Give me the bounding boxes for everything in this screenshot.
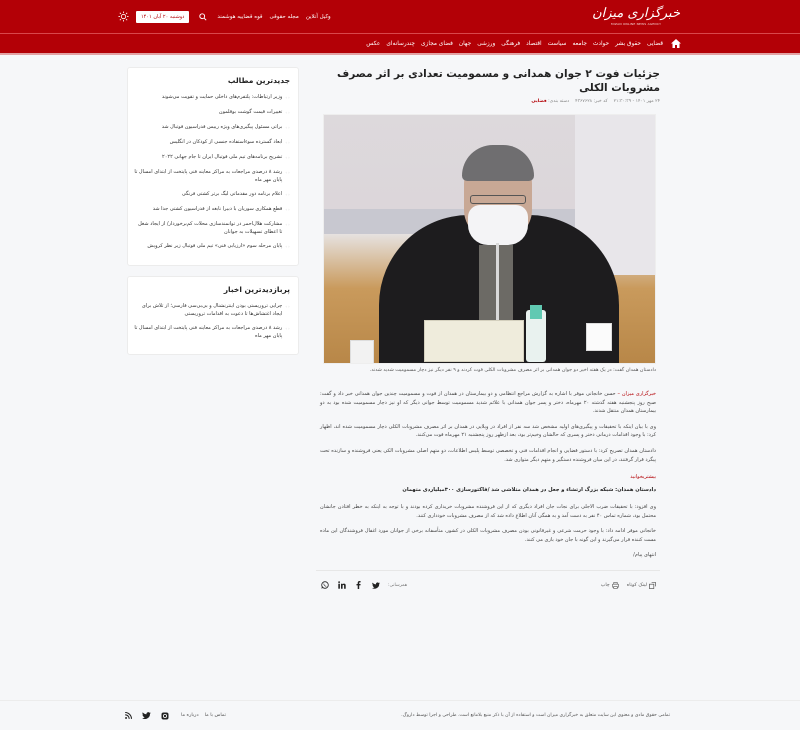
home-icon[interactable] — [670, 38, 682, 50]
latest-news-item[interactable]: ◦◦ ابعاد گسترده سوءاستفاده جنسی از کودکان در انگلیس — [169, 139, 290, 145]
latest-news-item[interactable]: ◦◦ قطع همکاری سوریان با دبیرا نابغه از فدراسیون کشتی جدا شد — [152, 206, 290, 212]
link-icon — [649, 582, 656, 589]
share-bar — [316, 570, 660, 590]
popular-news-item[interactable]: ◦◦ رشد ۸ درصدی مراجعات به مراکز معاینه فنی پایتخت از ابتدای امسال تا پایان مهر ماه — [134, 325, 290, 339]
article-paragraph: وی با بیان اینکه با تحقیقات و پیگیری‌های اولیه مشخص شد سه نفر از افراد در ویلایی در همدان بر اثر مصرف مشروبات الکلی دچار مسمومیت شده اند، اظهار کرد: با وجود اقدامات درمانی دختر و پسری که حالشان وخیم‌تر بود، بعد ازظهر روز پنجشنبه ۲۱ مهرماه فوت می‌کنند. — [320, 423, 656, 439]
footer-links — [181, 713, 226, 718]
bullet-icon: ◦◦ — [285, 192, 290, 197]
article-title: جزئیات فوت ۲ جوان همدانی و مسمومیت تعدادی بر اثر مصرف مشروبات الکلی — [337, 68, 660, 94]
instagram-icon[interactable] — [160, 711, 169, 720]
copyright-text: تمامی حقوق مادی و معنوی این سایت متعلق به خبرگزاری میزان است و استفاده از آن با ذکر منبع بلامانع است. طراحی و اجرا توسط داروگ. — [401, 713, 670, 718]
nav-item-society[interactable]: جامعه — [572, 40, 587, 47]
bullet-icon: ◦◦ — [285, 155, 290, 160]
twitter-icon[interactable] — [371, 581, 380, 590]
bullet-icon: ◦◦ — [285, 244, 290, 249]
bullet-icon: ◦◦ — [285, 125, 290, 130]
nav-item-economy[interactable]: اقتصاد — [526, 40, 542, 47]
search-icon[interactable] — [198, 12, 208, 22]
bullet-icon: ◦◦ — [285, 110, 290, 115]
logo-text: خبرگزاری میزان — [592, 6, 680, 21]
social-share — [320, 581, 407, 590]
top-bar — [0, 0, 800, 33]
nav-item-world[interactable]: جهان — [458, 40, 472, 47]
category-link[interactable]: قضایی — [531, 99, 547, 104]
read-more-link[interactable]: دادستان همدان: شبکه بزرگ ارتشاء و جعل در همدان متلاشی شد /فاکتورسازی ۳۰۰میلیاردی متهمان — [402, 487, 656, 494]
latest-news-item[interactable]: ◦◦ تغییرات قیمت گوشت بوقلمون — [218, 109, 290, 115]
popular-news-item[interactable]: ◦◦ چرایی تروریستی بودن اینترنشنال و بی‌بی‌سی فارسی؛ از تلاش برای ایجاد اغتشاش‌ها تا دعوت به اقدامات تروریستی — [141, 303, 290, 317]
top-link-online-lawyer[interactable]: وکیل آنلاین — [305, 13, 331, 20]
latest-news-item[interactable]: ◦◦ مشارکت هلال‌احمر در توانمندسازی محلات کم‌برخوردار/ از ایجاد شغل تا اعطای تسهیلات به جوانان — [138, 221, 290, 235]
bullet-icon: ◦◦ — [285, 95, 290, 100]
top-link-legal-magazine[interactable]: مجله حقوقی — [269, 13, 299, 20]
site-logo[interactable] — [592, 7, 680, 26]
about-us-link[interactable]: درباره ما — [181, 713, 199, 718]
contact-us-link[interactable]: تماس با ما — [204, 713, 226, 718]
latest-news-item[interactable]: ◦◦ اعلام برنامه دور مقدماتی لیگ برتر کشتی فرنگی — [181, 191, 290, 197]
image-caption: دادستان همدان گفت: در یک هفته اخیر دو جوان همدانی بر اثر مصرف مشروبات الکلی فوت کردند و ۹ نفر دیگر نیز دچار مسمومیت شدید شدند. — [369, 368, 656, 373]
end-message: انتهای پیام/ — [633, 551, 656, 558]
date-display: دوشنبه ۲۰ آبان ۱۴۰۱ — [136, 11, 189, 23]
top-links — [118, 11, 331, 23]
nav-item-incidents[interactable]: حوادث — [592, 40, 610, 47]
bullet-icon: ◦◦ — [285, 140, 290, 145]
article-actions — [601, 582, 656, 589]
nav-item-cyberspace[interactable]: فضای مجازی — [421, 40, 453, 47]
printer-icon — [612, 582, 619, 589]
site-footer — [0, 700, 800, 730]
latest-news-item[interactable]: ◦◦ پایان مرحله سوم «ارزیابی فنی» تیم ملی فوتبال زیر نظر کرویش — [147, 243, 290, 249]
footer-links-area — [124, 711, 226, 720]
sidebar — [127, 67, 299, 365]
twitter-icon[interactable] — [142, 711, 151, 720]
whatsapp-icon[interactable] — [320, 581, 329, 590]
nav-item-sports[interactable]: ورزشی — [477, 40, 496, 47]
latest-news-item[interactable]: ◦◦ وزیر ارتباطات: پلتفرم‌های داخلی حمایت و تقویت می‌شوند — [161, 94, 290, 100]
bullet-icon: ◦◦ — [285, 304, 290, 309]
latest-news-widget — [127, 67, 299, 266]
bullet-icon: ◦◦ — [285, 207, 290, 212]
footer-social — [124, 711, 169, 720]
logo-subtext: MIZAN ONLINE NEWS AGENCY — [610, 22, 662, 26]
nav-item-multimedia[interactable]: چندرسانه‌ای — [386, 40, 415, 47]
facebook-icon[interactable] — [354, 581, 363, 590]
popular-news-widget — [127, 276, 299, 355]
widget-title: پربازدیدترین اخبار — [223, 285, 290, 294]
article-paragraph: خانجانی موفر ادامه داد: با وجود حرمت شرعی و غیرقانونی بودن مصرف مشروبات الکلی در کشور، متأسفانه برخی از جوانان مورد اغفال فروشندگان این ماده مست کننده قرار می‌گیرند و این گونه با جان خود بازی می کنند. — [320, 528, 656, 543]
source-link[interactable]: خبرگزاری میزان – — [617, 391, 656, 397]
bullet-icon: ◦◦ — [285, 222, 290, 227]
article — [316, 67, 660, 590]
article-category — [531, 99, 569, 104]
nav-item-judicial[interactable]: قضایی — [646, 40, 663, 47]
read-more-label: بیشتربخوانید — [630, 474, 656, 481]
nav-item-culture[interactable]: فرهنگی — [501, 40, 521, 47]
nav-item-human-rights[interactable]: حقوق بشر — [615, 40, 641, 47]
latest-news-item[interactable]: ◦◦ رشد ۸ درصدی مراجعات به مراکز معاینه فنی پایتخت از ابتدای امسال تا پایان مهر ماه — [134, 169, 290, 183]
article-image — [323, 114, 656, 364]
bullet-icon: ◦◦ — [285, 170, 290, 175]
site-header — [0, 0, 800, 55]
widget-title: جدیدترین مطالب — [227, 76, 290, 85]
article-date: ۲۴ مهر ۱۴۰۱ - ۲۱:۳۰:۳۹ — [613, 99, 660, 104]
nav-item-politics[interactable]: سیاست — [547, 40, 567, 47]
article-paragraph: وی افزود: با تحقیقات ضرب الاجلی برای نجات جان افراد دیگری که از این فروشنده مشروبات خریداری کرده بودند و با توجه به اینکه به خطر افتادن جانشان محتمل بود، شماره تماس ۴۰ نفر به دست آمد و به همگی آنان اطلاع داده شد که از مصرف مشروبات خودداری کنند. — [320, 504, 656, 519]
rss-icon[interactable] — [124, 711, 133, 720]
latest-news-item[interactable]: ◦◦ تشریح برنامه‌های تیم ملی فوتبال ایران تا جام جهانی ۲۰۲۲ — [162, 154, 290, 160]
bullet-icon: ◦◦ — [285, 326, 290, 331]
share-label: همرسانی: — [388, 582, 408, 588]
linkedin-icon[interactable] — [337, 581, 346, 590]
article-code: کد خبر: ۴۳۶۷۶۲۸ — [575, 99, 608, 104]
nav-item-photo[interactable]: عکس — [366, 40, 381, 47]
main-nav — [0, 34, 800, 55]
sun-icon[interactable] — [118, 11, 129, 22]
latest-news-item[interactable]: ◦◦ براتی مسئول پیگیری‌های ویژه رییس فدراسیون فوتبال شد — [161, 124, 290, 130]
short-link-button[interactable]: لینک کوتاه — [627, 582, 656, 589]
top-link-smart-judiciary[interactable]: قوه قضاییه هوشمند — [217, 13, 263, 20]
main-content — [0, 55, 800, 695]
article-body — [316, 390, 660, 558]
article-meta — [316, 99, 660, 104]
print-button[interactable]: چاپ — [601, 582, 619, 589]
article-paragraph: خبرگزاری میزان – حسن خانجانی موفر با اشاره به گزارش مراجع انتظامی و دو بیمارستان در همدان از فوت و مسمومیت چندین جوان همدانی خبر داد و گفت: صبح روز پنجشنبه هفته گذشته ۲۰ مهرماه، دختر و پسر جوان همدانی با علائم شدید مسمومیت توسط جوانی دیگر که او نیز دچار مسمومیت شده بود به دو بیمارستان همدان منتقل شدند. — [320, 391, 656, 415]
category-label: دسته بندی: — [548, 99, 570, 104]
article-paragraph: دادستان همدان تصریح کرد: با دستور قضایی و انجام اقدامات فنی و تخصصی توسط پلیس اطلاعات، دو متهم اصلی مشروبات الکی یعنی فروشنده و سازنده تحت پیگرد قرار گرفتند، در این میان فروشنده دستگیر و متهم دیگر متواری شد. — [320, 447, 656, 463]
